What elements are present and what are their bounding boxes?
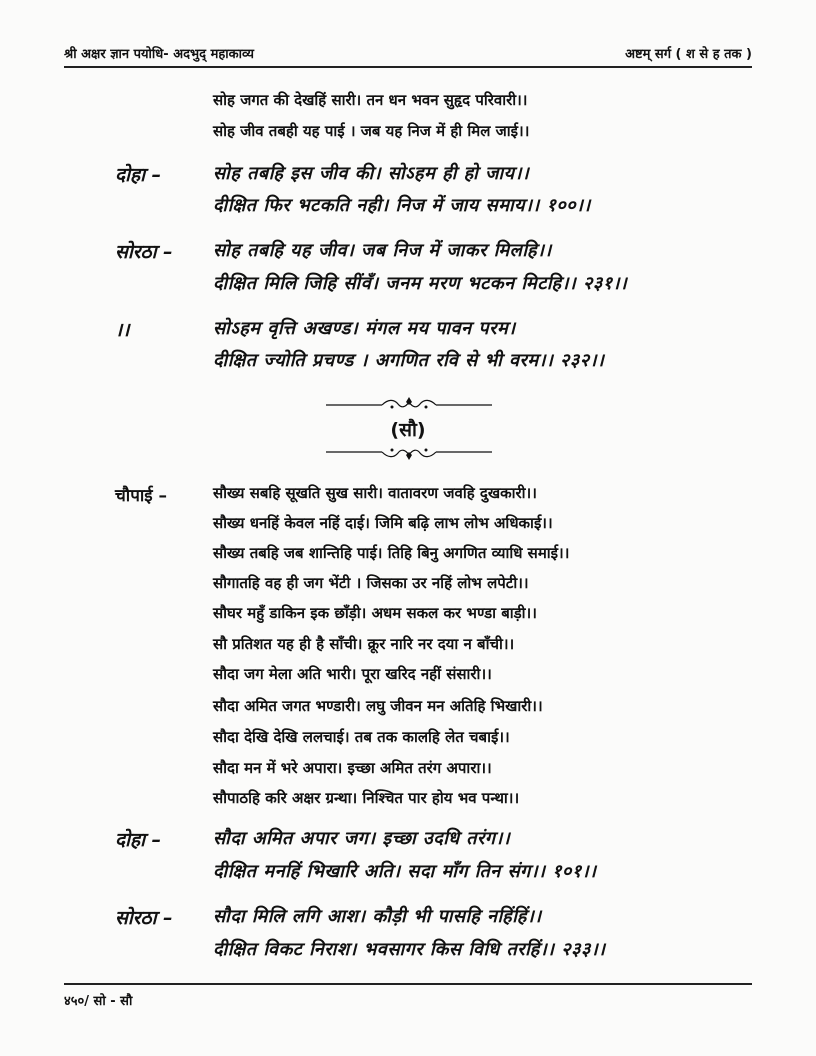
verse-line: सौदा जग मेला अति भारी। पूरा खरिद नहीं संसारी।।	[213, 665, 492, 683]
header-rule	[64, 66, 752, 68]
verse-line: सौख्य सबहि सूखति सुख सारी। वातावरण जवहि दुखकारी।।	[213, 484, 537, 502]
book-title: श्री अक्षर ज्ञान पयोधि- अदभुद् महाकाव्य	[64, 47, 254, 62]
verse-line: सोह जगत की देखहिं सारी। तन धन भवन सुहृद परिवारी।।	[213, 91, 528, 109]
verse-label: सोरठा –	[115, 907, 173, 929]
verse-line: दीक्षित मनहिं भिखारि अति। सदा माँग तिन संग।। १०१।।	[213, 861, 597, 882]
verse-line: दीक्षित फिर भटकति नही। निज में जाय समाय।। १००।।	[213, 195, 591, 216]
verse-line: सौदा अमित जगत भण्डारी। लघु जीवन मन अतिहि भिखारी।।	[213, 697, 543, 715]
verse-label: सोरठा –	[115, 241, 173, 263]
section-title: (सौ)	[390, 419, 426, 441]
verse-label: चौपाई –	[115, 486, 168, 506]
page-footer: ४५०/ सो - सौ	[64, 994, 133, 1009]
verse-line: सौघर महुँ डाकिन इक छाँड़ी। अधम सकल कर भण्डा बाड़ी।।	[213, 604, 537, 622]
verse-line: सौपाठहि करि अक्षर ग्रन्था। निश्चित पार होय भव पन्था।।	[213, 789, 520, 807]
verse-line: सौ प्रतिशत यह ही है साँची। क्रूर नारि नर दया न बाँची।।	[213, 635, 515, 653]
ornament-divider-bottom	[326, 443, 492, 461]
running-header	[64, 44, 752, 64]
verse-label: ।।	[115, 319, 130, 341]
verse-line: सौदा मिलि लगि आश। कौड़ी भी पासहि नहिंहिं।।	[213, 906, 542, 927]
verse-line: सोह तबहि इस जीव की। सोऽहम ही हो जाय।।	[213, 163, 530, 184]
verse-line: दीक्षित ज्योति प्रचण्ड । अगणित रवि से भी वरम।। २३२।।	[213, 350, 605, 371]
verse-line: दीक्षित मिलि जिहि सींवँ। जनम मरण भटकन मिटहि।। २३१।।	[213, 273, 628, 294]
verse-line: सोह तबहि यह जीव। जब निज में जाकर मिलहि।।	[213, 240, 552, 261]
verse-line: सौगातहि वह ही जग भेंटी । जिसका उर नहिं लोभ लपेटी।।	[213, 574, 529, 592]
ornament-divider-top	[326, 396, 492, 414]
chapter-title: अष्टम् सर्ग ( श से ह तक )	[625, 47, 752, 62]
verse-line: सौदा मन में भरे अपारा। इच्छा अमित तरंग अपारा।।	[213, 759, 492, 777]
verse-line: सौदा अमित अपार जग। इच्छा उदधि तरंग।।	[213, 828, 511, 849]
verse-line: सौख्य धनहिं केवल नहिं दाई। जिमि बढ़ि लाभ लोभ अधिकाई।।	[213, 514, 553, 532]
verse-line: सौख्य तबहि जब शान्तिहि पाई। तिहि बिनु अगणित व्याधि समाई।।	[213, 544, 570, 562]
verse-line: सौदा देखि देखि ललचाई। तब तक कालहि लेत चबाई।।	[213, 728, 510, 746]
verse-line: सोऽहम वृत्ति अखण्ड। मंगल मय पावन परम।	[213, 318, 516, 339]
verse-line: सोह जीव तबही यह पाई । जब यह निज में ही मिल जाई।।	[213, 122, 530, 140]
verse-line: दीक्षित विकट निराश। भवसागर किस विधि तरहिं।। २३३।।	[213, 939, 606, 960]
verse-label: दोहा –	[115, 829, 162, 851]
verse-label: दोहा –	[115, 164, 162, 186]
footer-rule	[64, 983, 752, 985]
